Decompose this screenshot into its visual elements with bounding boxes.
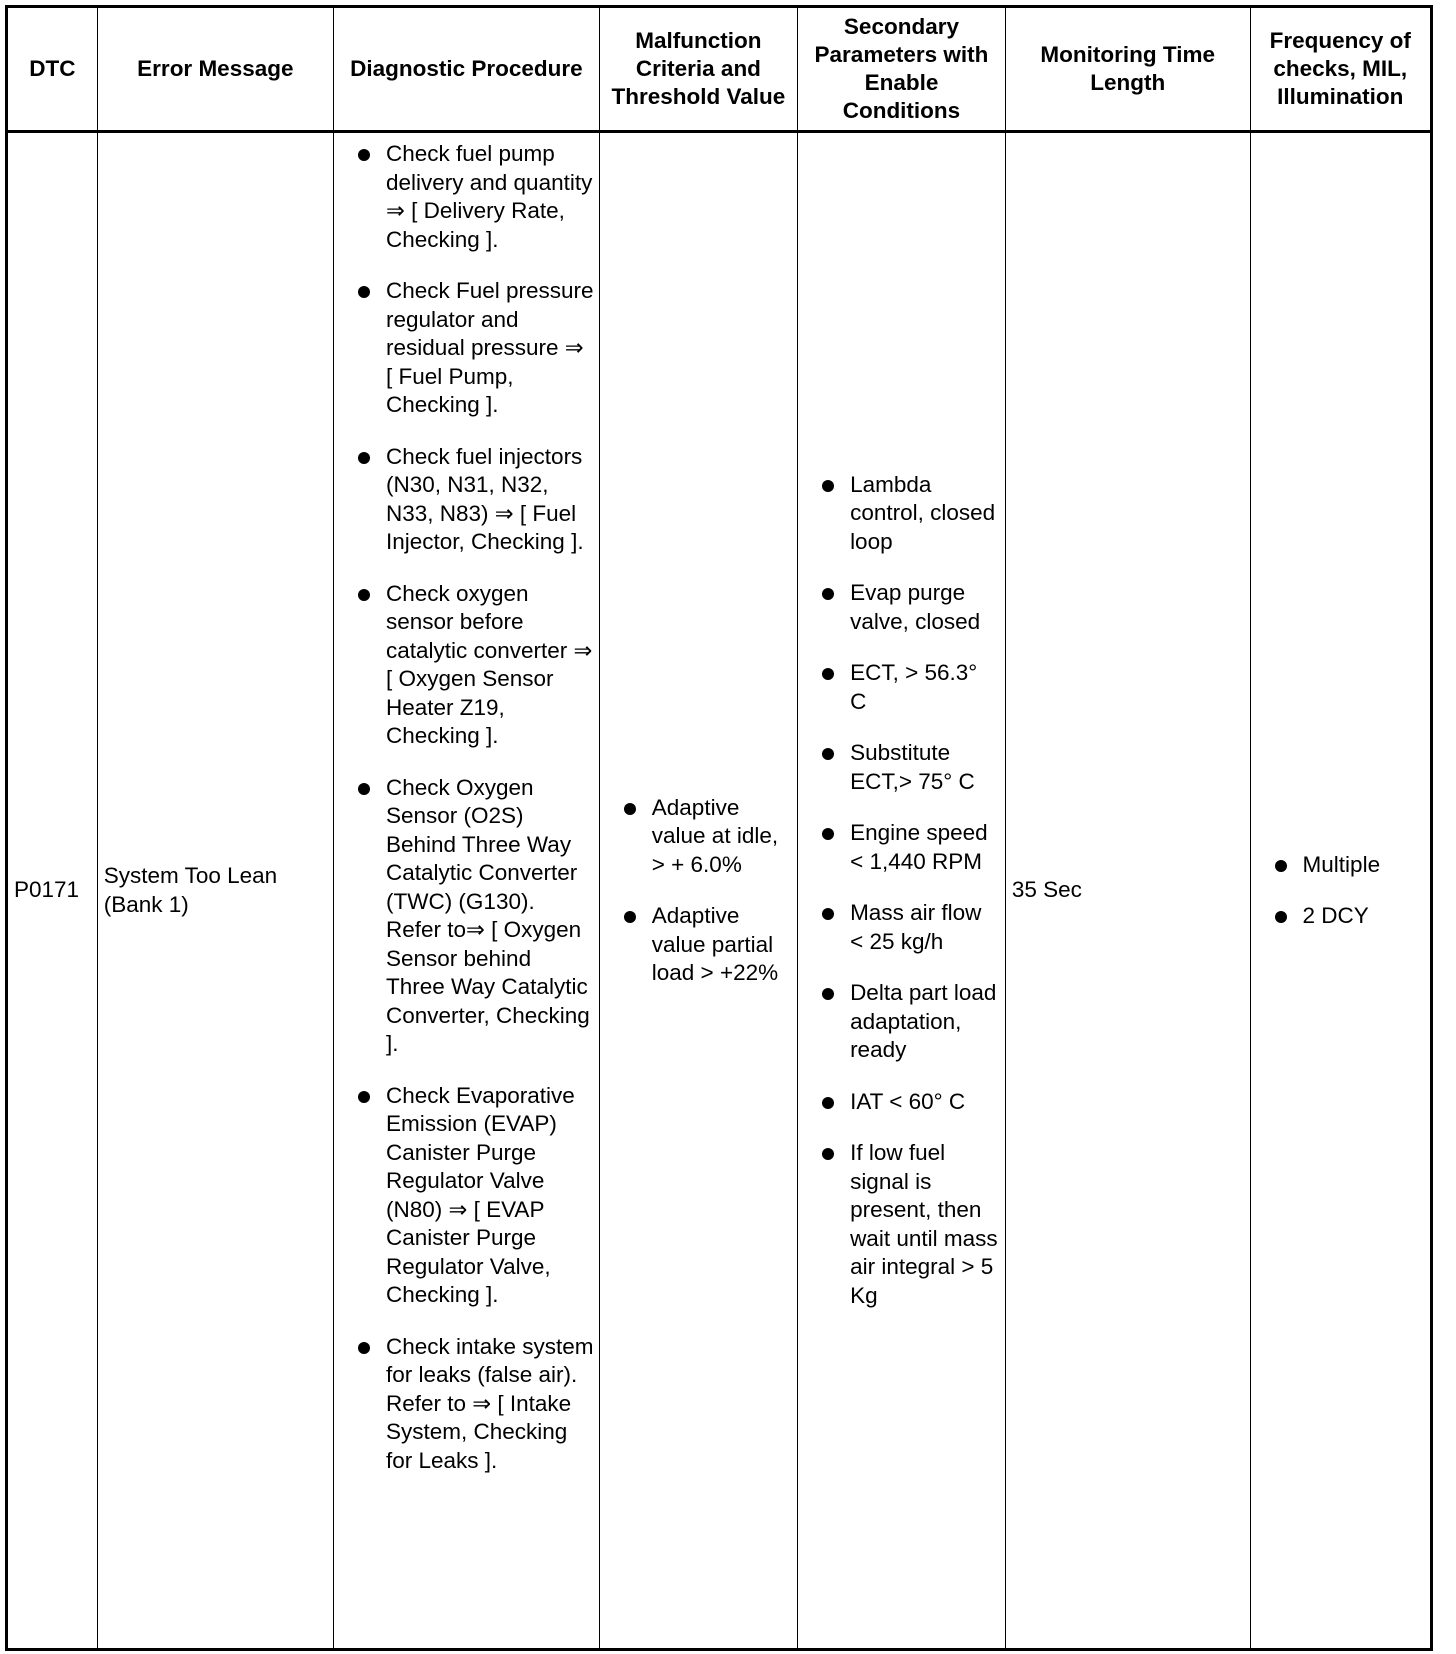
procedure-item: Check Oxygen Sensor (O2S) Behind Three Way Catalytic Converter (TWC) (G130). Refer to⇒ [ Oxygen Sensor behind Three Way Catalytic Converter, Checking ]. — [346, 774, 595, 1059]
frequency-item: Multiple — [1263, 851, 1424, 880]
secondary-parameters-list — [810, 471, 999, 1311]
header-secondary-parameters: Secondary Parameters with Enable Conditions — [798, 7, 1006, 132]
frequency-cell — [1250, 132, 1431, 1650]
criteria-item: Adaptive value partial load > +22% — [612, 902, 791, 988]
procedure-item: Check Evaporative Emission (EVAP) Canister Purge Regulator Valve (N80) ⇒ [ EVAP Canister Purge Regulator Valve, Checking ]. — [346, 1082, 595, 1310]
malfunction-criteria-cell — [599, 132, 797, 1650]
parameter-item: Evap purge valve, closed — [810, 579, 999, 636]
monitoring-time-cell: 35 Sec — [1005, 132, 1250, 1650]
parameter-item: Engine speed < 1,440 RPM — [810, 819, 999, 876]
procedure-item: Check intake system for leaks (false air). Refer to ⇒ [ Intake System, Checking for Leaks ]. — [346, 1333, 595, 1476]
diagnostic-procedure-cell — [333, 132, 599, 1650]
header-error-message: Error Message — [97, 7, 333, 132]
header-row — [7, 7, 1432, 132]
parameter-item: ECT, > 56.3° C — [810, 659, 999, 716]
procedure-item: Check fuel injectors (N30, N31, N32, N33, N83) ⇒ [ Fuel Injector, Checking ]. — [346, 443, 595, 557]
parameter-item: If low fuel signal is present, then wait until mass air integral > 5 Kg — [810, 1139, 999, 1310]
parameter-item: Substitute ECT,> 75° C — [810, 739, 999, 796]
secondary-parameters-cell — [798, 132, 1006, 1650]
table-row — [7, 132, 1432, 1650]
parameter-item: Lambda control, closed loop — [810, 471, 999, 557]
dtc-table — [5, 5, 1433, 1651]
dtc-code-cell: P0171 — [7, 132, 98, 1650]
error-message-cell: System Too Lean (Bank 1) — [97, 132, 333, 1650]
frequency-item: 2 DCY — [1263, 902, 1424, 931]
header-frequency: Frequency of checks, MIL, Illumination — [1250, 7, 1431, 132]
parameter-item: Mass air flow < 25 kg/h — [810, 899, 999, 956]
malfunction-criteria-list — [612, 794, 791, 988]
parameter-item: IAT < 60° C — [810, 1088, 999, 1117]
procedure-item: Check fuel pump delivery and quantity ⇒ [ Delivery Rate, Checking ]. — [346, 140, 595, 254]
header-dtc: DTC — [7, 7, 98, 132]
header-malfunction-criteria: Malfunction Criteria and Threshold Value — [599, 7, 797, 132]
diagnostic-procedure-list — [346, 140, 595, 1475]
frequency-list — [1263, 851, 1424, 931]
procedure-item: Check oxygen sensor before catalytic converter ⇒ [ Oxygen Sensor Heater Z19, Checking ]. — [346, 580, 595, 751]
criteria-item: Adaptive value at idle, > + 6.0% — [612, 794, 791, 880]
parameter-item: Delta part load adaptation, ready — [810, 979, 999, 1065]
procedure-item: Check Fuel pressure regulator and residual pressure ⇒ [ Fuel Pump, Checking ]. — [346, 277, 595, 420]
header-diagnostic-procedure: Diagnostic Procedure — [333, 7, 599, 132]
header-monitoring-time: Monitoring Time Length — [1005, 7, 1250, 132]
